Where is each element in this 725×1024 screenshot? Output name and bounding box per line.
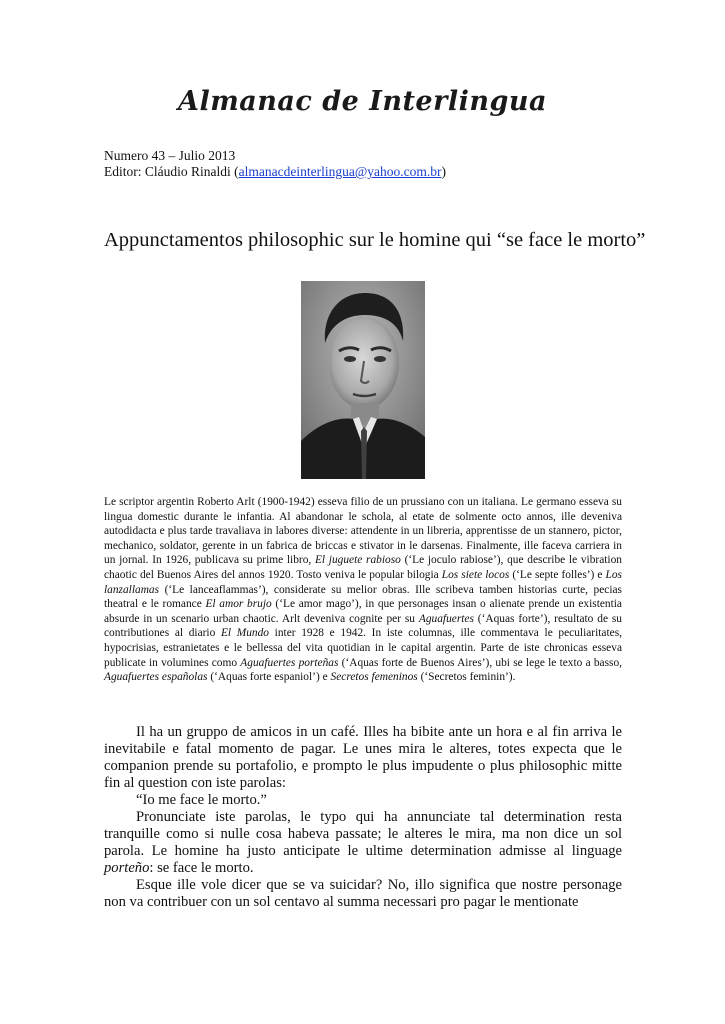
caption-text: (‘Le septe folles’) e [509,568,606,581]
caption-text: inter 1928 e 1942. In iste columnas, ille commentava le peculiaritates, hypocrisias, estranietates e le bellessa del vita quotidian in le capital argentin. Parte de iste chronicas esseva publicate in volumines como [104,627,622,669]
issue-meta [104,148,446,180]
book-title: Los lanzallamas [104,568,622,596]
book-title: Aguafuertes porteñas [240,656,339,669]
caption-text: (‘Aquas forte de Buenos Aires’), ubi se lege le texto a basso, [338,656,623,669]
caption-text: (‘Aquas forte espaniol’) e [207,671,331,684]
paragraph-text: Pronunciate iste parolas, le typo qui ha annunciate tal determination resta tranquille como si nulle cosa habeva passate; le alteres le mira, ma non dice un sol parola. Le homine ha justo anticipate le ultime determination admisse al linguage [104,809,622,859]
body-paragraph-1: Il ha un gruppo de amicos in un café. Illes ha bibite ante un hora e al fin arriva le inevitabile e fatal momento de pagar. Le unes mira le alteres, totes expecta que le companion prende su portafolio, e prompto le plus impudente o plus philosophic mitte fin al question con iste parolas: [104,724,622,791]
italic-term: porteño [104,860,150,876]
book-title: Aguafuertes españolas [104,671,208,684]
caption-text: (‘Le lanceaflammas’), considerate su melior obras. Ille scribeva tamben historias curte, pecias theatral e le romance [104,583,622,611]
caption-text: (‘Aquas forte’), resultato de su contributiones al diario [104,612,622,640]
book-title: El juguete rabioso [314,554,401,567]
portrait-caption [104,495,622,685]
article-title: Appunctamentos philosophic sur le homine qui “se face le morto” [104,229,646,251]
caption-text: (‘Le joculo rabiose’), que describe le vibration chaotic del Buenos Aires del annos 1920. Tosto veniva le popular bilogia [104,554,622,581]
body-quote: “Io me face le morto.” [136,792,267,808]
author-portrait-photo [301,281,425,479]
book-title: Los siete locos [441,568,510,581]
issue-line: Numero 43 – Julio 2013 [104,148,236,163]
body-paragraph-2 [104,809,622,877]
caption-text: (‘Secretos feminin’). [417,671,516,684]
caption-text: Le scriptor argentin Roberto Arlt (1900-1942) esseva filio de un prussiano con un italiana. Le germano esseva su lingua domestic durante le infantia. Al abandonar le schola, al etate de solmente octo annos, ille deveniva autodidacta e plus tarde travaliava in labores diverse: attendente in un libreria, apprentisse de un stannero, pictor, mechanico, soldator, gerente in un fabrica de briccas e stivator in le darsenas. Finalmente, ille faceva carriera in un jornal. In 1926, publicava su prime libro, [104,496,622,567]
newspaper-title: El Mundo [220,627,270,640]
masthead-title: Almanac de Interlingua [178,86,547,117]
book-title: Secretos femeninos [330,671,418,684]
editor-suffix: ) [441,164,446,179]
body-paragraph-3: Esque ille vole dicer que se va suicidar? No, illo significa que nostre personage non va contribuer con un sol centavo al summa necessari pro pagar le mentionate [104,877,622,910]
caption-text: (‘Le amor mago’), in que personages insan o alienate prende un existentia absurde in un scenario urban chaotic. Arlt deveniva cognite per su [104,598,622,625]
paragraph-text: : se face le morto. [149,860,254,876]
editor-email-link[interactable]: almanacdeinterlingua@yahoo.com.br [238,164,442,179]
book-title: El amor brujo [205,598,272,611]
editor-line [104,164,446,180]
article-body [104,724,622,911]
editor-prefix: Editor: Cláudio Rinaldi ( [104,164,239,179]
book-title: Aguafuertes [418,612,474,625]
